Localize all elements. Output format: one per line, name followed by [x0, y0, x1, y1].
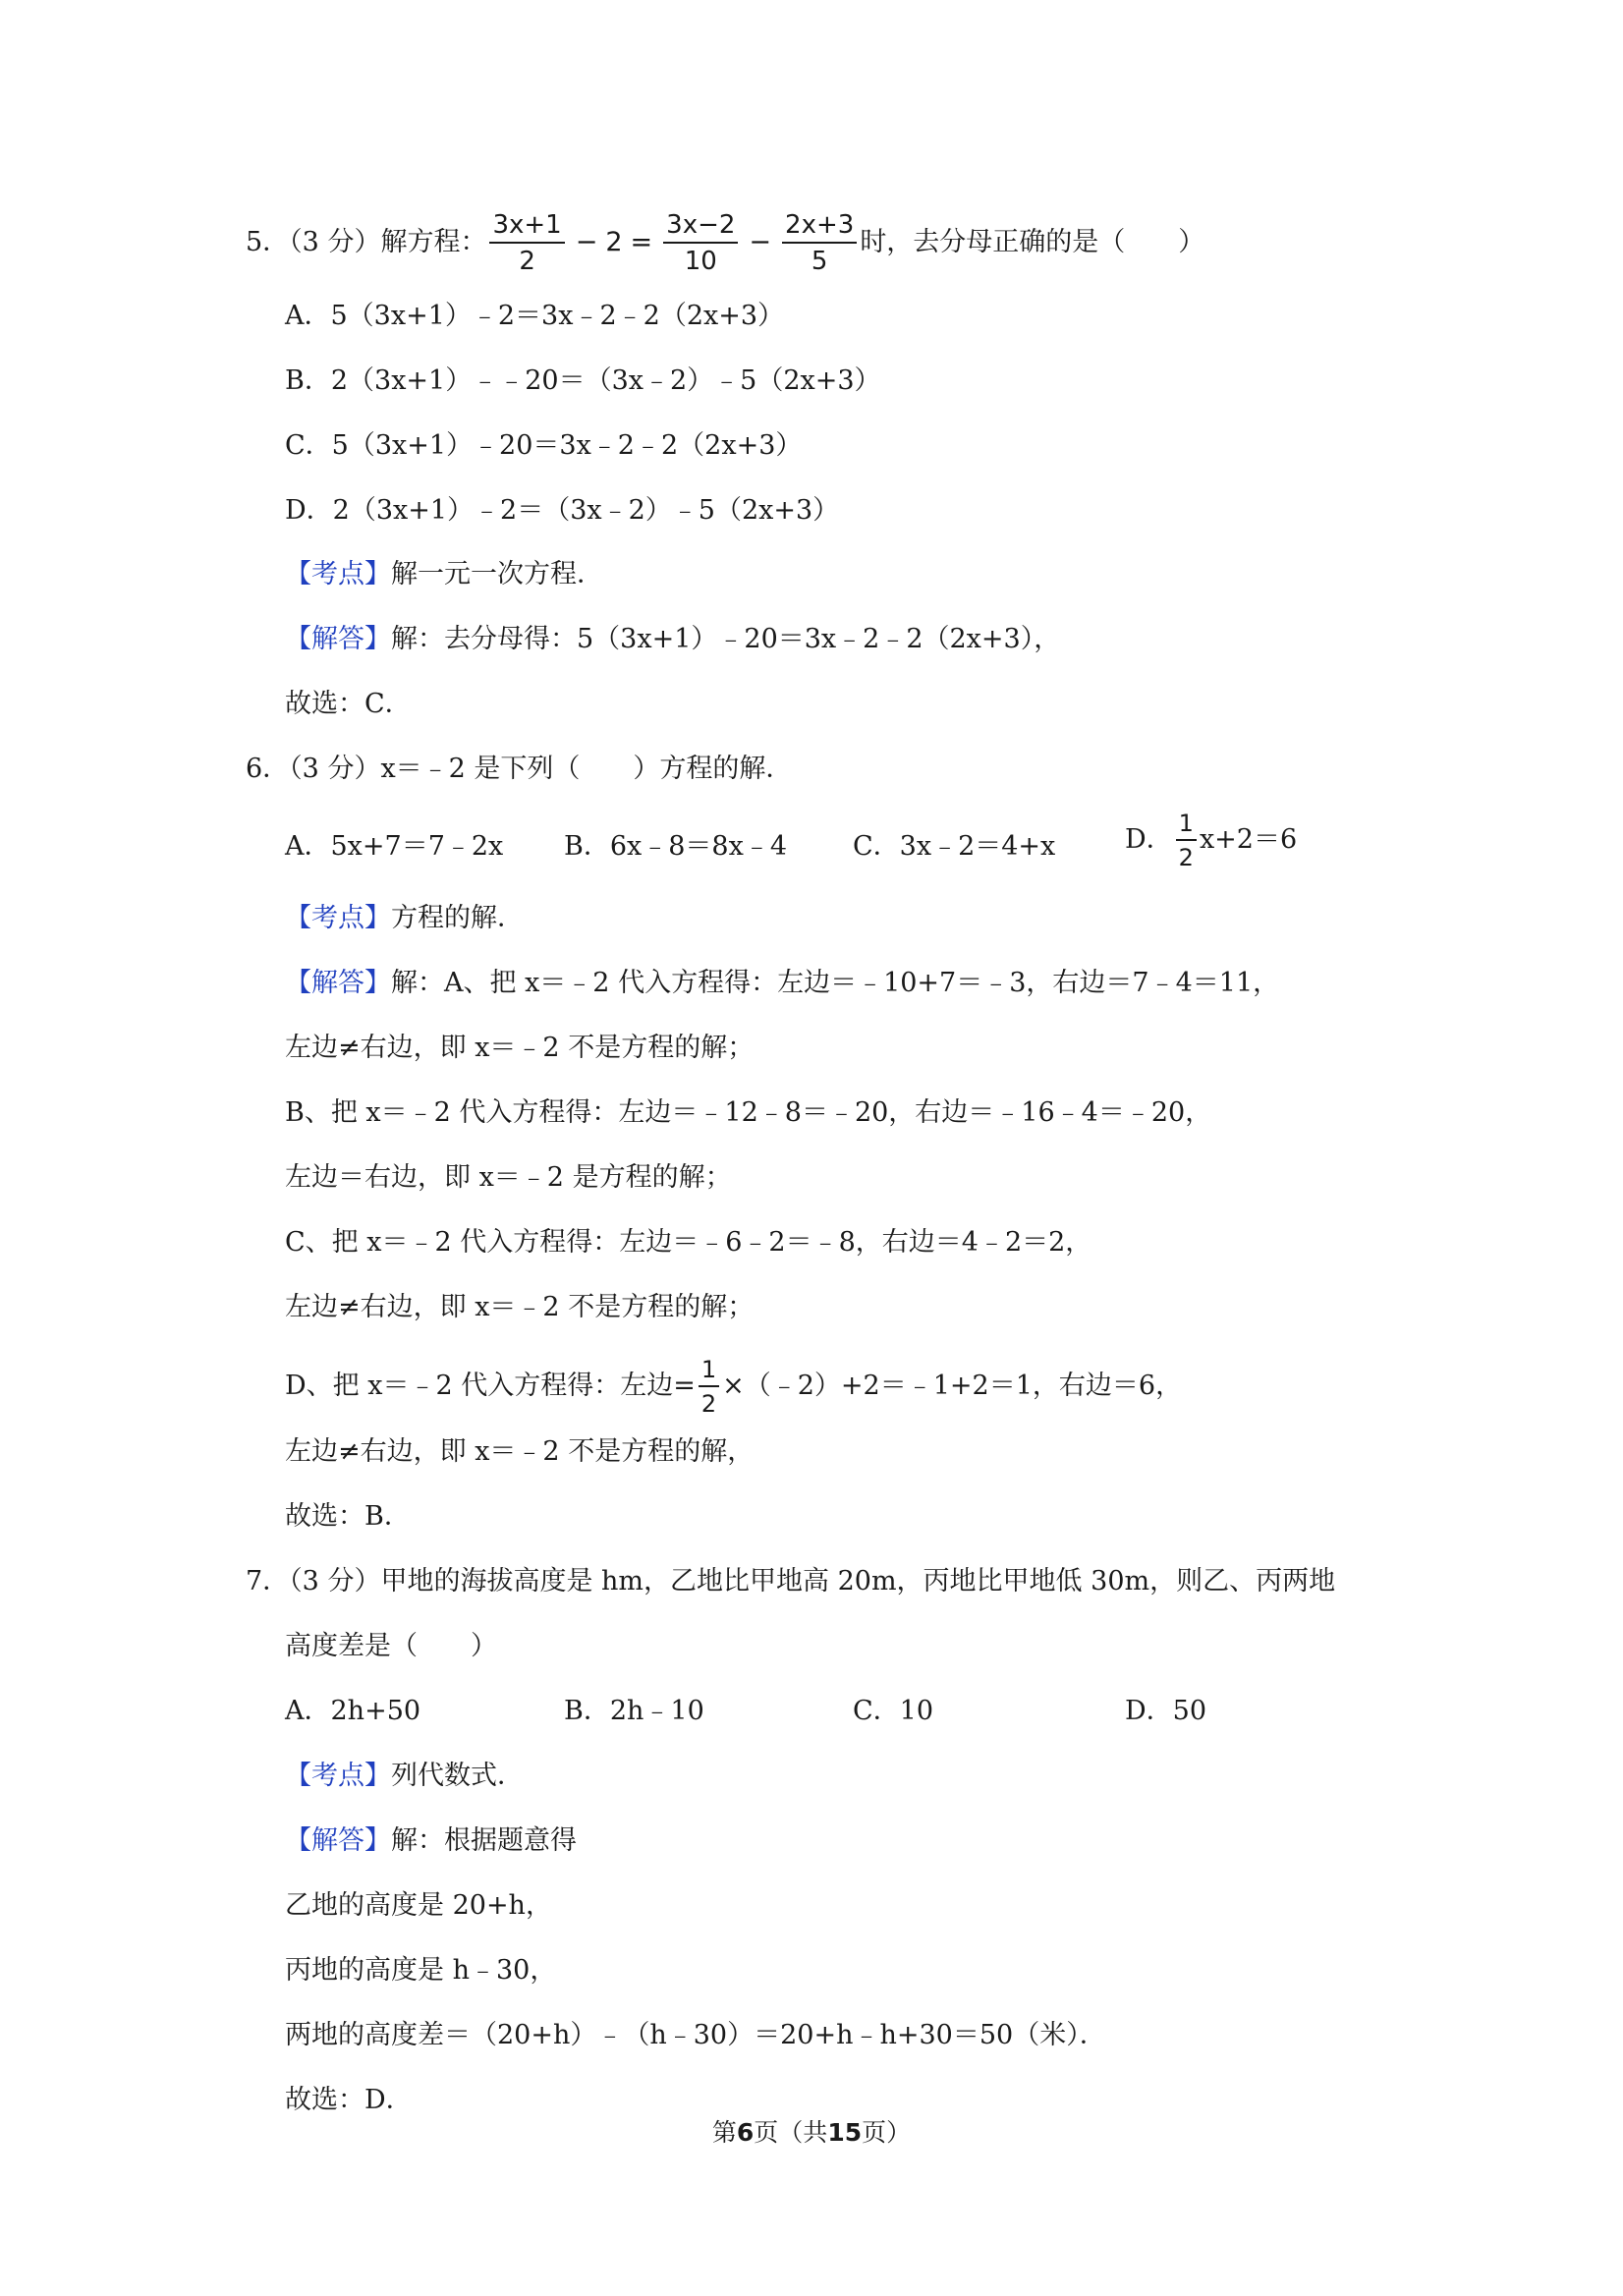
q6-d-fraction: $\frac{1}{2}$	[699, 1358, 719, 1416]
q5-fraction-2: $\frac{3x-2}{10}$	[663, 212, 738, 274]
q7-jieda: 【解答】解：根据题意得	[285, 1825, 577, 1856]
q7-option-d: D．50	[1125, 1696, 1207, 1726]
q5-answer: 故选：C．	[285, 689, 412, 719]
q5-option-d: D．2（3x+1）﹣2＝（3x﹣2）﹣5（2x+3）	[285, 495, 840, 526]
q6-option-d-fraction: $\frac{1}{2}$	[1176, 812, 1197, 869]
q6-option-d: D． $\frac{1}{2}$ x+2＝6	[1125, 810, 1298, 871]
q5-stem-prefix: 5．（3 分）解方程：	[246, 227, 487, 257]
kaodian-tag: 【考点】	[285, 903, 391, 933]
q6-jieda-line-d2: 左边≠右边，即 x＝﹣2 不是方程的解，	[285, 1436, 755, 1467]
q6-answer: 故选：B．	[285, 1501, 411, 1532]
q6-jieda-line-1: 【解答】解：A、把 x＝﹣2 代入方程得：左边＝﹣10+7＝﹣3，右边＝7﹣4＝11，	[285, 968, 1280, 998]
q5-fraction-3: $\frac{2x+3}{5}$	[782, 212, 857, 274]
q5-jieda: 【解答】解：去分母得：5（3x+1）﹣20＝3x﹣2﹣2（2x+3），	[285, 624, 1061, 654]
q6-jieda-line-3: B、把 x＝﹣2 代入方程得：左边＝﹣12﹣8＝﹣20，右边＝﹣16﹣4＝﹣20，	[285, 1097, 1212, 1128]
q6-jieda-line-2: 左边≠右边，即 x＝﹣2 不是方程的解；	[285, 1033, 755, 1063]
q7-stem-line-1: 7．（3 分）甲地的海拔高度是 hm，乙地比甲地高 20m，丙地比甲地低 30m，则乙、丙两地	[246, 1566, 1336, 1596]
q7-jieda-line-1: 乙地的高度是 20+h，	[285, 1890, 552, 1921]
jieda-tag: 【解答】	[285, 968, 391, 998]
q7-jieda-line-2: 丙地的高度是 h﹣30，	[285, 1955, 557, 1986]
q7-option-a: A．2h+50	[285, 1696, 421, 1726]
q6-kaodian: 【考点】方程的解．	[285, 903, 524, 933]
q6-stem: 6．（3 分）x＝﹣2 是下列（ ）方程的解．	[246, 754, 793, 784]
q5-fraction-1: $\frac{3x+1}{2}$	[489, 212, 564, 274]
q5-option-c: C．5（3x+1）﹣20＝3x﹣2﹣2（2x+3）	[285, 430, 803, 461]
page-total: 15	[827, 2118, 863, 2147]
q7-jieda-line-3: 两地的高度差＝（20+h）﹣（h﹣30）＝20+h﹣h+30＝50（米）．	[285, 2020, 1106, 2050]
q6-jieda-line-4: 左边＝右边，即 x＝﹣2 是方程的解；	[285, 1162, 732, 1193]
q5-kaodian: 【考点】解一元一次方程．	[285, 559, 603, 589]
q5-stem: 5．（3 分）解方程： $\frac{3x+1}{2}$ − 2 = $\frac{3x-2}{10}$ − $\frac{2x+3}{5}$ 时，去分母正确的是（ ）	[246, 210, 1205, 276]
q6-option-a: A．5x+7＝7﹣2x	[285, 831, 504, 862]
q7-answer: 故选：D．	[285, 2085, 413, 2115]
q5-option-a: A．5（3x+1）﹣2＝3x﹣2﹣2（2x+3）	[285, 301, 785, 331]
page-footer: 第6页（共15页）	[711, 2118, 912, 2147]
q7-option-b: B．2h﹣10	[564, 1696, 704, 1726]
q7-stem-line-2: 高度差是（ ）	[285, 1631, 497, 1661]
page-number: 6	[736, 2118, 755, 2147]
q6-jieda-line-5: C、把 x＝﹣2 代入方程得：左边＝﹣6﹣2＝﹣8，右边＝4﹣2＝2，	[285, 1227, 1092, 1258]
q7-option-c: C．10	[853, 1696, 934, 1726]
q7-kaodian: 【考点】列代数式．	[285, 1761, 524, 1791]
q6-option-c: C．3x﹣2＝4+x	[853, 831, 1056, 862]
jieda-tag: 【解答】	[285, 1825, 391, 1856]
jieda-tag: 【解答】	[285, 624, 391, 654]
q6-jieda-line-6: 左边≠右边，即 x＝﹣2 不是方程的解；	[285, 1292, 755, 1322]
q5-stem-suffix: 时，去分母正确的是（ ）	[860, 227, 1205, 257]
kaodian-tag: 【考点】	[285, 1761, 391, 1791]
q6-option-b: B．6x﹣8＝8x﹣4	[564, 831, 788, 862]
q5-option-b: B．2（3x+1）﹣﹣20＝（3x﹣2）﹣5（2x+3）	[285, 365, 881, 396]
q6-jieda-line-d: D、把 x＝﹣2 代入方程得：左边= $\frac{1}{2}$ ×（﹣2）+2＝﹣1+2＝1，右边＝6，	[285, 1356, 1183, 1418]
kaodian-tag: 【考点】	[285, 559, 391, 589]
